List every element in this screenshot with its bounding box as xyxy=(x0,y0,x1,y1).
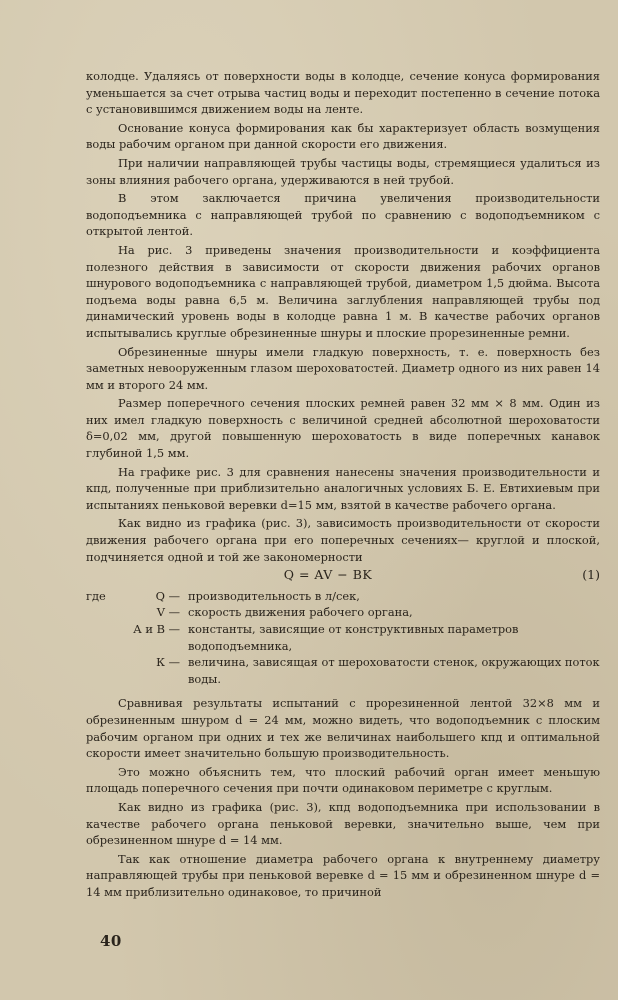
definition-row xyxy=(86,604,600,621)
definition-symbol: Q — xyxy=(155,588,180,603)
page-number: 40 xyxy=(100,932,122,950)
paragraph: В этом заключается причина увеличения производительности водоподъемника с направляющей трубой по сравнению с водоподъемником с открытой лентой. xyxy=(86,191,600,239)
definition-row xyxy=(86,621,600,654)
definition-row xyxy=(86,654,600,687)
body-text xyxy=(86,68,600,903)
definition-text: величина, зависящая от шероховатости стенок, окружающих поток воды. xyxy=(188,655,600,686)
paragraph: При наличии направляющей трубы частицы воды, стремящиеся удалиться из зоны влияния рабочего органа, удерживаются в ней трубой. xyxy=(86,155,600,187)
definition-row xyxy=(86,588,600,605)
paragraph: Это можно объяснить тем, что плоский рабочий орган имеет меньшую площадь поперечного сечения при почти одинаковом периметре с круглым. xyxy=(86,764,600,796)
equation-number: (1) xyxy=(582,567,600,583)
equation xyxy=(86,567,600,584)
paragraph: колодце. Удаляясь от поверхности воды в колодце, сечение конуса формирования уменьшается за счет отрыва частиц воды и переходит постепенно в сечение потока с установившимся движением воды на ленте. xyxy=(86,69,600,117)
paragraph: Как видно из графика (рис. 3), кпд водоподъемника при использовании в качестве рабочего органа пеньковой веревки, значительно выше, чем при обрезиненном шнуре d = 14 мм. xyxy=(86,799,600,848)
paragraph: Так как отношение диаметра рабочего органа к внутреннему диаметру направляющей трубы при пеньковой веревке d = 15 мм и обрезиненном шнуре d = 14 мм приблизительно одинаковое, то причиной xyxy=(86,851,600,899)
definition-lead: где xyxy=(86,588,106,603)
paragraph: Основание конуса формирования как бы характеризует область возмущения воды рабочим органом при данной скорости его движения. xyxy=(86,120,600,152)
paragraph: Сравнивая результаты испытаний с прорезиненной лентой 32×8 мм и обрезиненным шнуром d = 24 мм, можно видеть, что водоподъемник с плоским рабочим органом при одних и тех же величинах наибольшего кпд и оптимальной скорости имеет значительно большую производительность. xyxy=(86,696,600,761)
paragraph: На графике рис. 3 для сравнения нанесены значения производительности и кпд, полученные при приблизительно аналогичных условиях Б. Е. Евтихиевым при испытаниях пеньковой веревки d=15 мм, взятой в качестве рабочего органа. xyxy=(86,464,600,512)
definition-text: константы, зависящие от конструктивных параметров водоподъемника, xyxy=(188,622,519,653)
paragraph: Размер поперечного сечения плоских ремней равен 32 мм × 8 мм. Один из них имел гладкую поверхность с величиной средней абсолютной шероховатости δ=0,02 мм, другой повышенную шероховатость в виде поперечных канавок глубиной 1,5 мм. xyxy=(86,396,600,461)
equation-expression: Q = AV − BK xyxy=(283,567,373,583)
paragraph: На рис. 3 приведены значения производительности и коэффициента полезного действия в зависимости от скорости движения рабочих органов шнурового водоподъемника с направляющей трубой, диаметром 1,5 дюйма. Высота подъема воды равна 6,5 м. Величина заглубления направляющей трубы под динамический уровень воды в колодце равна 1 м. В качестве рабочих органов испытывались круглые обрезиненные шнуры и плоские прорезиненные ремни. xyxy=(86,242,600,340)
definition-text: скорость движения рабочего органа, xyxy=(188,605,413,620)
definition-symbol: А и В — xyxy=(133,622,180,636)
symbol-definitions xyxy=(86,588,600,688)
definition-symbol: К — xyxy=(156,655,180,670)
definition-symbol: V — xyxy=(156,605,180,620)
definition-text: производительность в л/сек, xyxy=(188,588,360,603)
paragraph: Как видно из графика (рис. 3), зависимость производительности от скорости движения рабочего органа при его поперечных сечениях— круглой и плоской, подчиняется одной и той же закономерности xyxy=(86,516,600,564)
paragraph: Обрезиненные шнуры имели гладкую поверхность, т. е. поверхность без заметных невооруженным глазом шероховатостей. Диаметр одного из них равен 14 мм и второго 24 мм. xyxy=(86,344,600,392)
